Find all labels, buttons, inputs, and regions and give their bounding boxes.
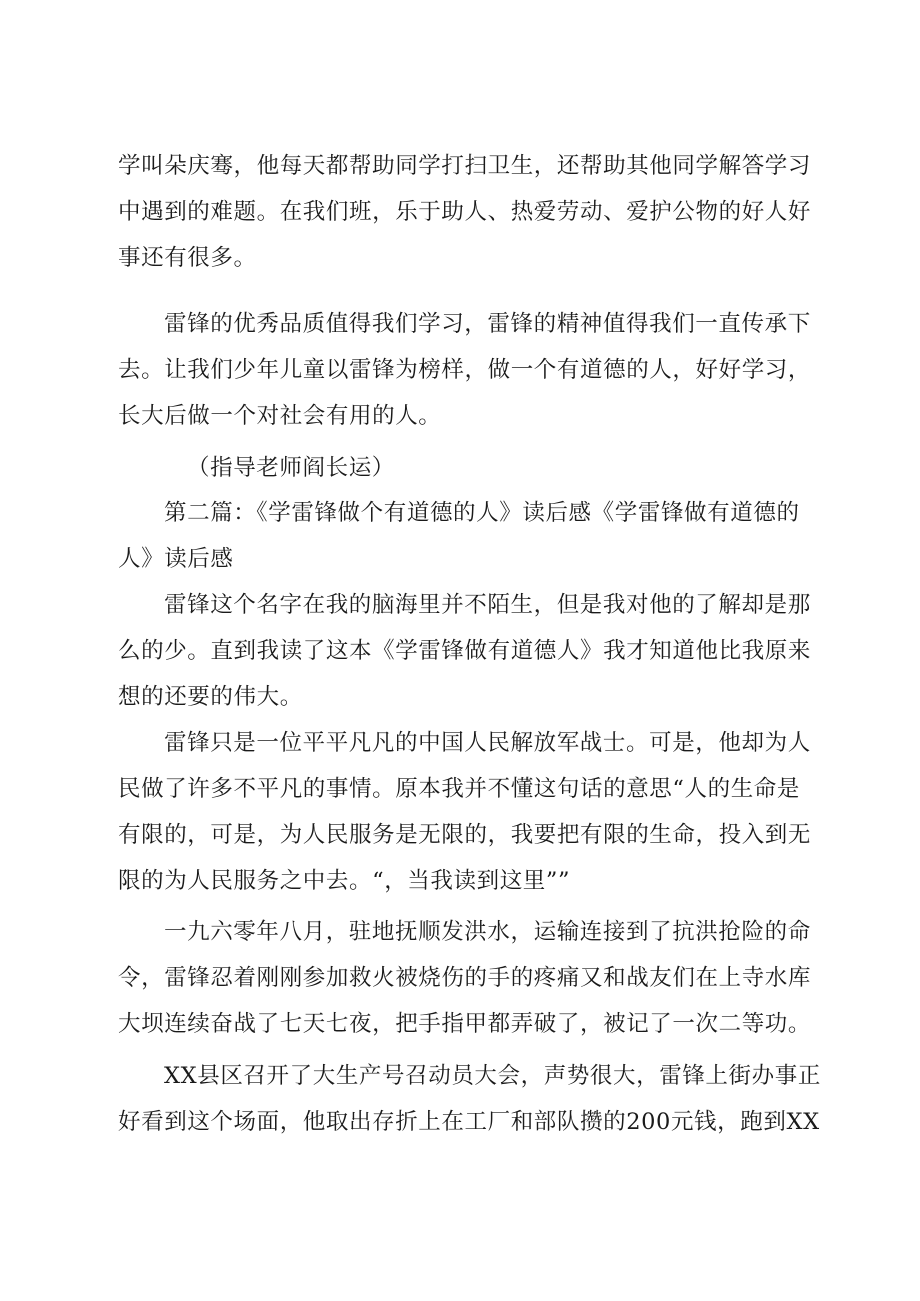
text-line: 一九六零年八月，驻地抚顺发洪水，运输连接到了抗洪抢险的命 <box>164 919 811 945</box>
text-line: 长大后做一个对社会有用的人。 <box>118 403 442 429</box>
text-line: 雷锋只是一位平平凡凡的中国人民解放军战士。可是，他却为人 <box>164 730 811 756</box>
text-line: 想的还要的伟大。 <box>118 684 303 710</box>
text-line: 令，雷锋忍着刚刚参加救火被烧伤的手的疼痛又和战友们在上寺水库 <box>118 965 812 991</box>
section-heading: 第二篇：《学雷锋做个有道德的人》读后感《学雷锋做有道德的 <box>164 500 800 526</box>
text-line: 雷锋的优秀品质值得我们学习，雷锋的精神值得我们一直传承下 <box>164 311 811 337</box>
section-heading: 人》读后感 <box>118 546 234 572</box>
text-line: 雷锋这个名字在我的脑海里并不陌生，但是我对他的了解却是那 <box>164 592 811 618</box>
text-line: 限的为人民服务之中去。“，当我读到这里”” <box>118 868 571 894</box>
text-line: 中遇到的难题。在我们班，乐于助人、热爱劳动、爱护公物的好人好 <box>118 199 812 225</box>
text-line: 大坝连续奋战了七天七夜，把手指甲都弄破了，被记了一次二等功。 <box>118 1011 812 1037</box>
text-line: 事还有很多。 <box>118 245 257 271</box>
text-line: 去。让我们少年儿童以雷锋为榜样，做一个有道德的人，好好学习， <box>118 357 812 383</box>
text-line: 么的少。直到我读了这本《学雷锋做有道德人》我才知道他比我原来 <box>118 638 812 664</box>
text-line: 有限的，可是，为人民服务是无限的，我要把有限的生命，投入到无 <box>118 822 812 848</box>
text-line: 民做了许多不平凡的事情。原本我并不懂这句话的意思“人的生命是 <box>118 776 801 802</box>
text-line: 好看到这个场面，他取出存折上在工厂和部队攒的200元钱，跑到XX <box>118 1109 820 1135</box>
text-line: 学叫朵庆骞，他每天都帮助同学打扫卫生，还帮助其他同学解答学习 <box>118 153 812 179</box>
text-line: XX县区召开了大生产号召动员大会，声势很大，雷锋上街办事正 <box>164 1063 821 1089</box>
advisor-note: （指导老师阎长运） <box>187 455 395 481</box>
